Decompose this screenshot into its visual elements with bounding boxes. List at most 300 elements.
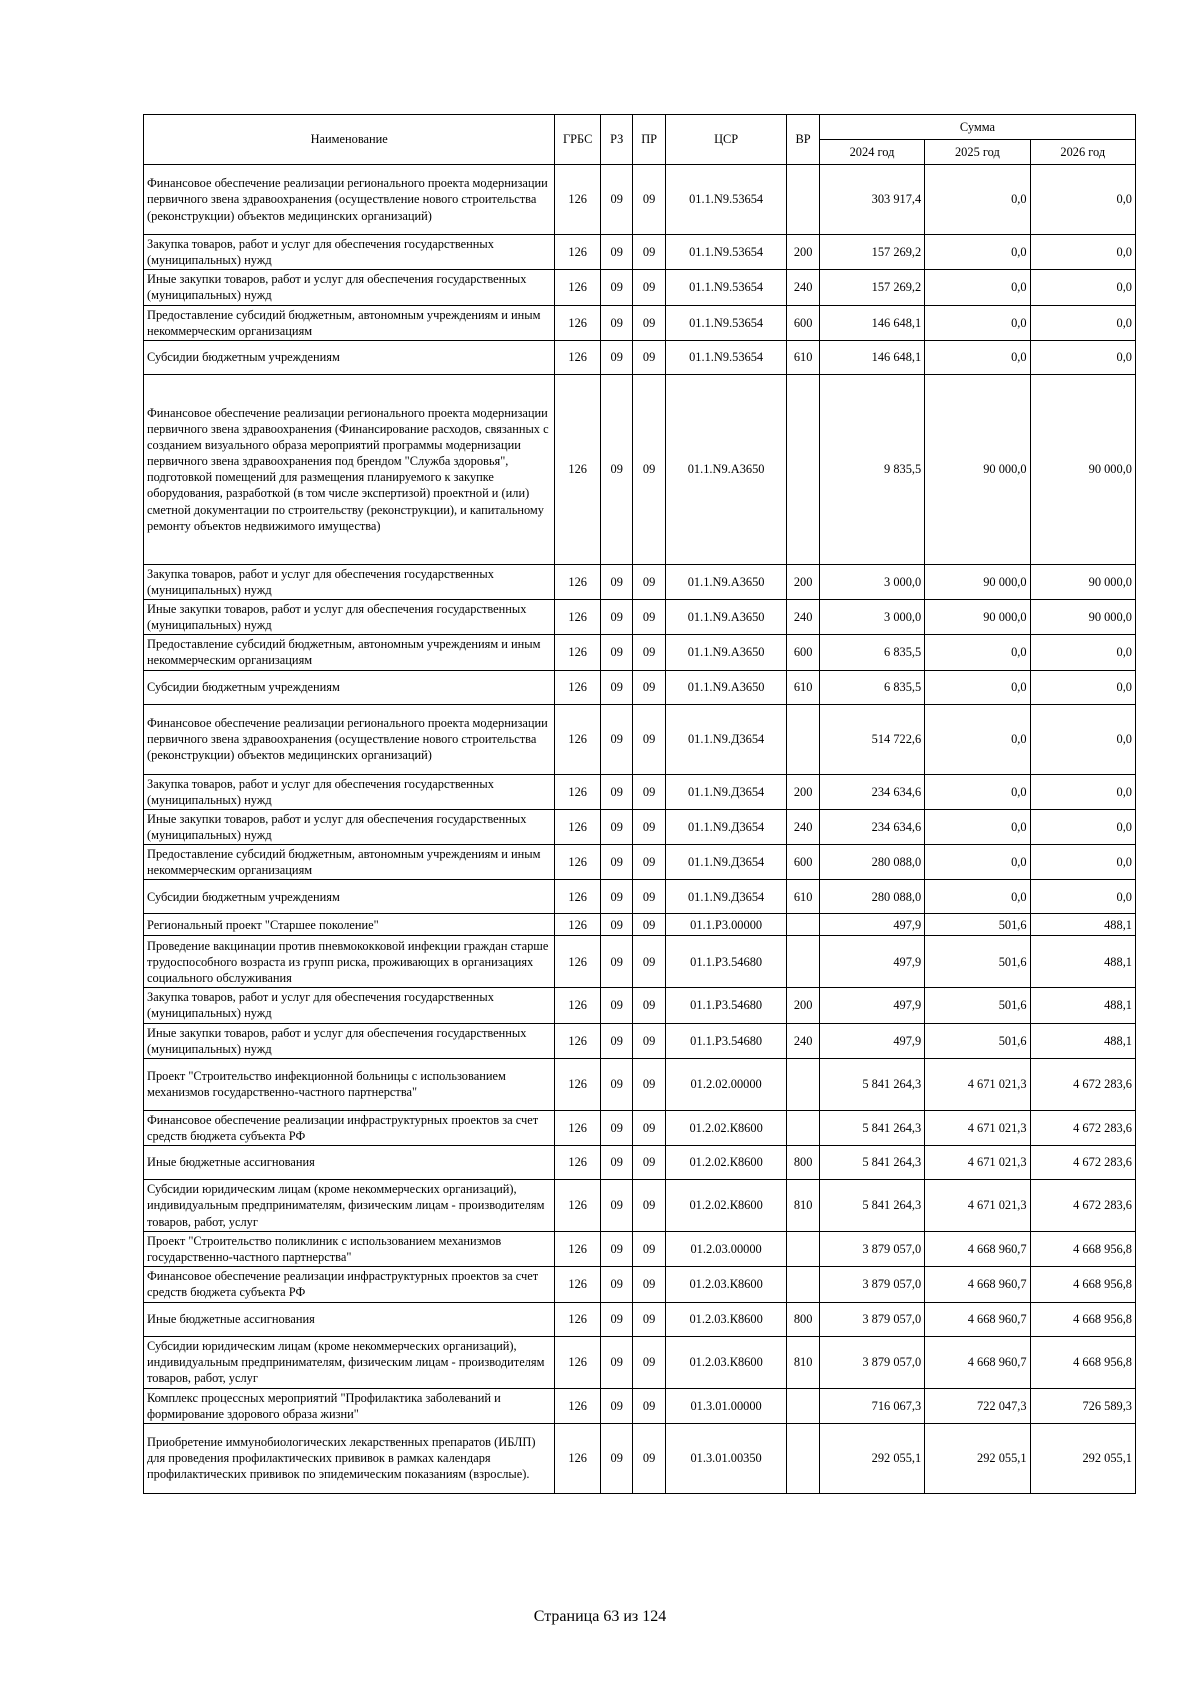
cell-sum-2024: 157 269,2: [819, 235, 924, 270]
cell-sum-2024: 6 835,5: [819, 635, 924, 670]
table-row: [144, 704, 1136, 774]
cell-pr: 09: [633, 1302, 665, 1336]
cell-sum-2026: 0,0: [1030, 235, 1135, 270]
cell-vr: [787, 1110, 819, 1145]
table-row: [144, 1232, 1136, 1267]
cell-name: Субсидии бюджетным учреждениям: [144, 340, 555, 374]
table-row: [144, 1146, 1136, 1180]
cell-sum-2026: 4 668 956,8: [1030, 1302, 1135, 1336]
cell-csr: 01.2.03.К8600: [665, 1336, 787, 1388]
cell-pr: 09: [633, 1058, 665, 1110]
cell-sum-2026: 0,0: [1030, 809, 1135, 844]
cell-rz: 09: [600, 988, 632, 1023]
cell-grbs: 126: [555, 1023, 601, 1058]
cell-sum-2024: 497,9: [819, 936, 924, 988]
cell-rz: 09: [600, 936, 632, 988]
cell-sum-2025: 0,0: [925, 340, 1030, 374]
cell-rz: 09: [600, 1232, 632, 1267]
cell-sum-2025: 4 671 021,3: [925, 1110, 1030, 1145]
cell-name: Иные закупки товаров, работ и услуг для обеспечения государственных (муниципальных) нужд: [144, 1023, 555, 1058]
cell-csr: 01.1.N9.А3650: [665, 635, 787, 670]
table-row: [144, 564, 1136, 599]
cell-name: Иные бюджетные ассигнования: [144, 1302, 555, 1336]
cell-grbs: 126: [555, 1388, 601, 1423]
table-row: [144, 936, 1136, 988]
header-year-2025: 2025 год: [925, 140, 1030, 165]
cell-name: Региональный проект "Старшее поколение": [144, 914, 555, 936]
table-row: [144, 600, 1136, 635]
cell-sum-2024: 303 917,4: [819, 165, 924, 235]
cell-vr: 200: [787, 774, 819, 809]
cell-rz: 09: [600, 1058, 632, 1110]
table-row: [144, 305, 1136, 340]
cell-sum-2025: 0,0: [925, 670, 1030, 704]
cell-sum-2024: 6 835,5: [819, 670, 924, 704]
cell-name: Иные закупки товаров, работ и услуг для обеспечения государственных (муниципальных) нужд: [144, 600, 555, 635]
cell-grbs: 126: [555, 1146, 601, 1180]
table-body: [144, 165, 1136, 1494]
cell-rz: 09: [600, 1180, 632, 1232]
cell-sum-2024: 5 841 264,3: [819, 1146, 924, 1180]
cell-sum-2024: 9 835,5: [819, 374, 924, 564]
cell-sum-2025: 0,0: [925, 235, 1030, 270]
cell-sum-2026: 0,0: [1030, 270, 1135, 305]
cell-sum-2026: 488,1: [1030, 914, 1135, 936]
cell-vr: 800: [787, 1146, 819, 1180]
cell-name: Субсидии юридическим лицам (кроме некоммерческих организаций), индивидуальным предпринимателям, физическим лицам - производителям товаров, работ, услуг: [144, 1336, 555, 1388]
cell-pr: 09: [633, 1267, 665, 1302]
cell-csr: 01.1.N9.А3650: [665, 564, 787, 599]
cell-rz: 09: [600, 1336, 632, 1388]
cell-rz: 09: [600, 305, 632, 340]
cell-csr: 01.3.01.00350: [665, 1423, 787, 1493]
cell-name: Финансовое обеспечение реализации инфраструктурных проектов за счет средств бюджета субъекта РФ: [144, 1267, 555, 1302]
cell-rz: 09: [600, 235, 632, 270]
cell-sum-2025: 4 671 021,3: [925, 1146, 1030, 1180]
cell-pr: 09: [633, 564, 665, 599]
cell-sum-2024: 497,9: [819, 988, 924, 1023]
cell-sum-2025: 0,0: [925, 305, 1030, 340]
cell-sum-2024: 280 088,0: [819, 845, 924, 880]
table-row: [144, 1388, 1136, 1423]
cell-grbs: 126: [555, 305, 601, 340]
cell-vr: 810: [787, 1180, 819, 1232]
cell-sum-2024: 3 000,0: [819, 564, 924, 599]
cell-sum-2026: 4 672 283,6: [1030, 1180, 1135, 1232]
cell-pr: 09: [633, 914, 665, 936]
cell-csr: 01.1.P3.54680: [665, 988, 787, 1023]
cell-pr: 09: [633, 1023, 665, 1058]
header-csr: ЦСР: [665, 115, 787, 165]
cell-csr: 01.1.N9.Д3654: [665, 774, 787, 809]
cell-vr: [787, 1058, 819, 1110]
cell-name: Закупка товаров, работ и услуг для обеспечения государственных (муниципальных) нужд: [144, 235, 555, 270]
cell-sum-2025: 0,0: [925, 845, 1030, 880]
cell-name: Финансовое обеспечение реализации инфраструктурных проектов за счет средств бюджета субъекта РФ: [144, 1110, 555, 1145]
cell-vr: 200: [787, 988, 819, 1023]
table-row: [144, 880, 1136, 914]
cell-rz: 09: [600, 880, 632, 914]
table-row: [144, 1058, 1136, 1110]
cell-grbs: 126: [555, 1423, 601, 1493]
cell-name: Иные закупки товаров, работ и услуг для обеспечения государственных (муниципальных) нужд: [144, 809, 555, 844]
cell-name: Финансовое обеспечение реализации регионального проекта модернизации первичного звена здравоохранения (Финансирование расходов, связанных с созданием визуального образа мероприятий программы модернизации первичного звена здравоохранения под брендом "Служба здоровья", подготовкой помещений для размещения планируемого к закупке оборудования, разработкой (в том числе экспертизой) проектной и (или) сметной документации по строительству (реконструкции), и капитальному ремонту объектов недвижимого имущества): [144, 374, 555, 564]
cell-pr: 09: [633, 704, 665, 774]
cell-rz: 09: [600, 704, 632, 774]
cell-rz: 09: [600, 774, 632, 809]
cell-sum-2025: 90 000,0: [925, 600, 1030, 635]
cell-vr: [787, 704, 819, 774]
cell-rz: 09: [600, 564, 632, 599]
cell-rz: 09: [600, 635, 632, 670]
cell-pr: 09: [633, 1423, 665, 1493]
header-year-2024: 2024 год: [819, 140, 924, 165]
cell-sum-2025: 4 671 021,3: [925, 1058, 1030, 1110]
cell-vr: [787, 1423, 819, 1493]
cell-vr: 810: [787, 1336, 819, 1388]
cell-pr: 09: [633, 340, 665, 374]
cell-sum-2025: 0,0: [925, 270, 1030, 305]
cell-grbs: 126: [555, 374, 601, 564]
cell-sum-2025: 501,6: [925, 914, 1030, 936]
cell-vr: [787, 165, 819, 235]
cell-vr: [787, 1388, 819, 1423]
cell-grbs: 126: [555, 600, 601, 635]
table-row: [144, 988, 1136, 1023]
cell-vr: 240: [787, 270, 819, 305]
cell-vr: 600: [787, 635, 819, 670]
cell-name: Иные закупки товаров, работ и услуг для обеспечения государственных (муниципальных) нужд: [144, 270, 555, 305]
cell-sum-2025: 0,0: [925, 635, 1030, 670]
cell-sum-2026: 0,0: [1030, 845, 1135, 880]
cell-pr: 09: [633, 1110, 665, 1145]
cell-name: Приобретение иммунобиологических лекарственных препаратов (ИБЛП) для проведения профилактических прививок в рамках календаря профилактических прививок по эпидемическим показаниям (взрослые).: [144, 1423, 555, 1493]
cell-sum-2024: 497,9: [819, 914, 924, 936]
cell-sum-2025: 0,0: [925, 880, 1030, 914]
table-row: [144, 270, 1136, 305]
header-pr: ПР: [633, 115, 665, 165]
cell-csr: 01.1.N9.А3650: [665, 374, 787, 564]
cell-vr: 200: [787, 564, 819, 599]
cell-grbs: 126: [555, 914, 601, 936]
cell-sum-2025: 4 668 960,7: [925, 1232, 1030, 1267]
cell-csr: 01.1.N9.53654: [665, 340, 787, 374]
cell-grbs: 126: [555, 235, 601, 270]
cell-rz: 09: [600, 914, 632, 936]
cell-sum-2026: 4 672 283,6: [1030, 1058, 1135, 1110]
cell-sum-2026: 726 589,3: [1030, 1388, 1135, 1423]
cell-rz: 09: [600, 340, 632, 374]
cell-vr: [787, 914, 819, 936]
table-row: [144, 914, 1136, 936]
cell-csr: 01.1.N9.53654: [665, 270, 787, 305]
cell-sum-2024: 5 841 264,3: [819, 1180, 924, 1232]
cell-vr: 800: [787, 1302, 819, 1336]
table-row: [144, 165, 1136, 235]
cell-vr: [787, 374, 819, 564]
cell-csr: 01.2.03.00000: [665, 1232, 787, 1267]
cell-grbs: 126: [555, 1110, 601, 1145]
cell-rz: 09: [600, 1267, 632, 1302]
cell-csr: 01.3.01.00000: [665, 1388, 787, 1423]
cell-name: Предоставление субсидий бюджетным, автономным учреждениям и иным некоммерческим организациям: [144, 845, 555, 880]
cell-pr: 09: [633, 774, 665, 809]
cell-csr: 01.1.N9.Д3654: [665, 880, 787, 914]
table-row: [144, 374, 1136, 564]
cell-rz: 09: [600, 845, 632, 880]
cell-rz: 09: [600, 1110, 632, 1145]
cell-pr: 09: [633, 374, 665, 564]
cell-csr: 01.2.03.К8600: [665, 1267, 787, 1302]
cell-csr: 01.1.N9.А3650: [665, 600, 787, 635]
cell-pr: 09: [633, 988, 665, 1023]
cell-grbs: 126: [555, 670, 601, 704]
cell-grbs: 126: [555, 270, 601, 305]
cell-sum-2026: 4 672 283,6: [1030, 1146, 1135, 1180]
table-row: [144, 774, 1136, 809]
cell-name: Предоставление субсидий бюджетным, автономным учреждениям и иным некоммерческим организациям: [144, 635, 555, 670]
cell-sum-2024: 3 879 057,0: [819, 1336, 924, 1388]
table-row: [144, 1267, 1136, 1302]
cell-sum-2024: 497,9: [819, 1023, 924, 1058]
cell-pr: 09: [633, 845, 665, 880]
cell-rz: 09: [600, 1302, 632, 1336]
header-sum: Сумма: [819, 115, 1135, 140]
cell-csr: 01.1.N9.Д3654: [665, 704, 787, 774]
cell-name: Закупка товаров, работ и услуг для обеспечения государственных (муниципальных) нужд: [144, 564, 555, 599]
cell-sum-2026: 0,0: [1030, 670, 1135, 704]
cell-csr: 01.2.02.К8600: [665, 1146, 787, 1180]
cell-pr: 09: [633, 305, 665, 340]
cell-grbs: 126: [555, 936, 601, 988]
cell-sum-2026: 292 055,1: [1030, 1423, 1135, 1493]
cell-rz: 09: [600, 600, 632, 635]
cell-sum-2025: 501,6: [925, 1023, 1030, 1058]
cell-vr: 610: [787, 670, 819, 704]
cell-sum-2026: 0,0: [1030, 704, 1135, 774]
cell-csr: 01.2.02.К8600: [665, 1110, 787, 1145]
cell-sum-2026: 488,1: [1030, 988, 1135, 1023]
cell-vr: 200: [787, 235, 819, 270]
table-row: [144, 1423, 1136, 1493]
cell-sum-2024: 5 841 264,3: [819, 1110, 924, 1145]
cell-grbs: 126: [555, 165, 601, 235]
cell-vr: 240: [787, 600, 819, 635]
cell-grbs: 126: [555, 988, 601, 1023]
cell-vr: 240: [787, 1023, 819, 1058]
cell-grbs: 126: [555, 1180, 601, 1232]
cell-sum-2024: 5 841 264,3: [819, 1058, 924, 1110]
table-row: [144, 1023, 1136, 1058]
cell-pr: 09: [633, 936, 665, 988]
cell-sum-2024: 280 088,0: [819, 880, 924, 914]
cell-sum-2025: 4 668 960,7: [925, 1267, 1030, 1302]
table-row: [144, 845, 1136, 880]
cell-sum-2026: 488,1: [1030, 936, 1135, 988]
cell-vr: 610: [787, 340, 819, 374]
cell-sum-2026: 0,0: [1030, 305, 1135, 340]
table-row: [144, 340, 1136, 374]
cell-sum-2026: 4 668 956,8: [1030, 1336, 1135, 1388]
cell-sum-2026: 90 000,0: [1030, 600, 1135, 635]
header-name: Наименование: [144, 115, 555, 165]
cell-grbs: 126: [555, 635, 601, 670]
cell-csr: 01.2.02.00000: [665, 1058, 787, 1110]
cell-sum-2024: 234 634,6: [819, 774, 924, 809]
cell-csr: 01.1.N9.Д3654: [665, 809, 787, 844]
cell-grbs: 126: [555, 564, 601, 599]
cell-sum-2026: 0,0: [1030, 340, 1135, 374]
budget-table: [143, 114, 1136, 1494]
cell-sum-2025: 0,0: [925, 774, 1030, 809]
cell-vr: 600: [787, 845, 819, 880]
cell-pr: 09: [633, 1180, 665, 1232]
cell-name: Иные бюджетные ассигнования: [144, 1146, 555, 1180]
cell-sum-2025: 0,0: [925, 165, 1030, 235]
cell-sum-2025: 0,0: [925, 704, 1030, 774]
cell-csr: 01.1.P3.00000: [665, 914, 787, 936]
cell-pr: 09: [633, 270, 665, 305]
cell-sum-2024: 3 879 057,0: [819, 1232, 924, 1267]
header-rz: РЗ: [600, 115, 632, 165]
cell-vr: 610: [787, 880, 819, 914]
cell-vr: [787, 1232, 819, 1267]
cell-csr: 01.1.N9.Д3654: [665, 845, 787, 880]
cell-sum-2024: 146 648,1: [819, 340, 924, 374]
cell-grbs: 126: [555, 845, 601, 880]
cell-sum-2025: 90 000,0: [925, 374, 1030, 564]
cell-name: Финансовое обеспечение реализации регионального проекта модернизации первичного звена здравоохранения (осуществление нового строительства (реконструкции) объектов медицинских организаций): [144, 165, 555, 235]
cell-sum-2025: 4 671 021,3: [925, 1180, 1030, 1232]
cell-grbs: 126: [555, 1302, 601, 1336]
cell-sum-2026: 90 000,0: [1030, 564, 1135, 599]
cell-sum-2025: 4 668 960,7: [925, 1302, 1030, 1336]
cell-vr: 240: [787, 809, 819, 844]
cell-grbs: 126: [555, 704, 601, 774]
cell-name: Субсидии бюджетным учреждениям: [144, 670, 555, 704]
cell-rz: 09: [600, 1023, 632, 1058]
cell-name: Финансовое обеспечение реализации регионального проекта модернизации первичного звена здравоохранения (осуществление нового строительства (реконструкции) объектов медицинских организаций): [144, 704, 555, 774]
cell-rz: 09: [600, 1146, 632, 1180]
cell-grbs: 126: [555, 1267, 601, 1302]
cell-sum-2025: 501,6: [925, 988, 1030, 1023]
cell-grbs: 126: [555, 880, 601, 914]
cell-sum-2025: 4 668 960,7: [925, 1336, 1030, 1388]
cell-pr: 09: [633, 1388, 665, 1423]
cell-rz: 09: [600, 1423, 632, 1493]
cell-name: Комплекс процессных мероприятий "Профилактика заболеваний и формирование здорового образа жизни": [144, 1388, 555, 1423]
cell-pr: 09: [633, 600, 665, 635]
table-row: [144, 809, 1136, 844]
cell-sum-2025: 292 055,1: [925, 1423, 1030, 1493]
cell-name: Проект "Строительство поликлиник с использованием механизмов государственно-частного партнерства": [144, 1232, 555, 1267]
cell-sum-2024: 234 634,6: [819, 809, 924, 844]
cell-pr: 09: [633, 809, 665, 844]
cell-pr: 09: [633, 1232, 665, 1267]
cell-rz: 09: [600, 670, 632, 704]
cell-grbs: 126: [555, 340, 601, 374]
cell-vr: 600: [787, 305, 819, 340]
cell-pr: 09: [633, 235, 665, 270]
cell-sum-2024: 157 269,2: [819, 270, 924, 305]
cell-sum-2026: 0,0: [1030, 635, 1135, 670]
cell-rz: 09: [600, 809, 632, 844]
cell-csr: 01.2.02.К8600: [665, 1180, 787, 1232]
cell-csr: 01.1.N9.53654: [665, 305, 787, 340]
cell-name: Закупка товаров, работ и услуг для обеспечения государственных (муниципальных) нужд: [144, 988, 555, 1023]
cell-sum-2024: 3 879 057,0: [819, 1302, 924, 1336]
cell-name: Предоставление субсидий бюджетным, автономным учреждениям и иным некоммерческим организациям: [144, 305, 555, 340]
cell-sum-2024: 716 067,3: [819, 1388, 924, 1423]
cell-sum-2024: 292 055,1: [819, 1423, 924, 1493]
cell-sum-2024: 146 648,1: [819, 305, 924, 340]
cell-rz: 09: [600, 270, 632, 305]
cell-grbs: 126: [555, 1058, 601, 1110]
table-row: [144, 1302, 1136, 1336]
cell-csr: 01.1.P3.54680: [665, 936, 787, 988]
cell-pr: 09: [633, 670, 665, 704]
cell-csr: 01.1.N9.А3650: [665, 670, 787, 704]
cell-csr: 01.1.P3.54680: [665, 1023, 787, 1058]
table-row: [144, 635, 1136, 670]
cell-csr: 01.1.N9.53654: [665, 165, 787, 235]
cell-sum-2026: 4 668 956,8: [1030, 1232, 1135, 1267]
cell-sum-2024: 514 722,6: [819, 704, 924, 774]
table-row: [144, 1336, 1136, 1388]
cell-pr: 09: [633, 635, 665, 670]
cell-pr: 09: [633, 1146, 665, 1180]
cell-rz: 09: [600, 374, 632, 564]
cell-sum-2024: 3 000,0: [819, 600, 924, 635]
cell-vr: [787, 936, 819, 988]
cell-grbs: 126: [555, 1232, 601, 1267]
cell-sum-2026: 0,0: [1030, 165, 1135, 235]
cell-rz: 09: [600, 1388, 632, 1423]
cell-pr: 09: [633, 1336, 665, 1388]
cell-sum-2026: 488,1: [1030, 1023, 1135, 1058]
header-vr: ВР: [787, 115, 819, 165]
cell-rz: 09: [600, 165, 632, 235]
header-year-2026: 2026 год: [1030, 140, 1135, 165]
cell-name: Субсидии юридическим лицам (кроме некоммерческих организаций), индивидуальным предпринимателям, физическим лицам - производителям товаров, работ, услуг: [144, 1180, 555, 1232]
table-row: [144, 235, 1136, 270]
cell-grbs: 126: [555, 1336, 601, 1388]
cell-name: Проект "Строительство инфекционной больницы с использованием механизмов государственно-частного партнерства": [144, 1058, 555, 1110]
table-row: [144, 1110, 1136, 1145]
cell-pr: 09: [633, 165, 665, 235]
cell-sum-2026: 0,0: [1030, 880, 1135, 914]
cell-name: Закупка товаров, работ и услуг для обеспечения государственных (муниципальных) нужд: [144, 774, 555, 809]
cell-grbs: 126: [555, 809, 601, 844]
cell-sum-2026: 4 672 283,6: [1030, 1110, 1135, 1145]
cell-sum-2026: 4 668 956,8: [1030, 1267, 1135, 1302]
cell-sum-2025: 0,0: [925, 809, 1030, 844]
cell-sum-2026: 0,0: [1030, 774, 1135, 809]
page-number: Страница 63 из 124: [533, 1608, 667, 1625]
table-row: [144, 670, 1136, 704]
cell-name: Проведение вакцинации против пневмококковой инфекции граждан старше трудоспособного возраста из групп риска, проживающих в организациях социального обслуживания: [144, 936, 555, 988]
table-row: [144, 1180, 1136, 1232]
cell-name: Субсидии бюджетным учреждениям: [144, 880, 555, 914]
cell-sum-2025: 90 000,0: [925, 564, 1030, 599]
cell-pr: 09: [633, 880, 665, 914]
cell-csr: 01.2.03.К8600: [665, 1302, 787, 1336]
header-grbs: ГРБС: [555, 115, 601, 165]
cell-csr: 01.1.N9.53654: [665, 235, 787, 270]
cell-sum-2025: 501,6: [925, 936, 1030, 988]
cell-sum-2025: 722 047,3: [925, 1388, 1030, 1423]
table-header: [144, 115, 1136, 165]
